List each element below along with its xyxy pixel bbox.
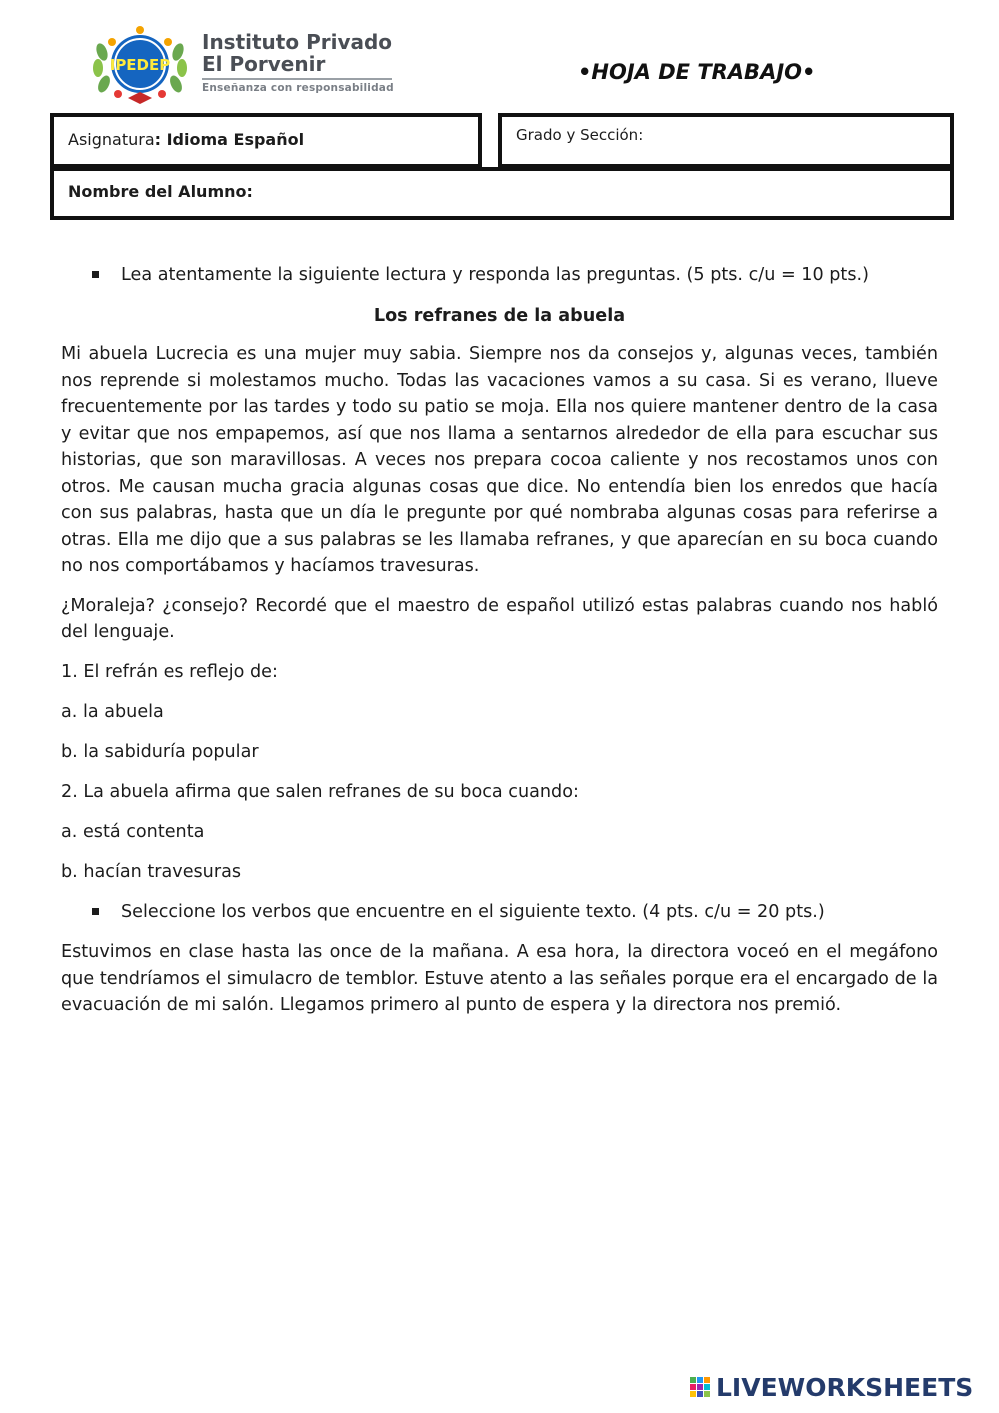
worksheet-content — [61, 262, 938, 1032]
question-1: 1. El refrán es reflejo de: — [61, 661, 278, 682]
emblem-initials: IPEDEP — [109, 56, 171, 74]
liveworksheets-logo-icon — [690, 1377, 712, 1401]
grade-section-box[interactable] — [498, 113, 954, 168]
grade-section-label: Grado y Sección: — [516, 126, 644, 144]
question-1-option-b[interactable]: b. la sabiduría popular — [61, 741, 259, 762]
liveworksheets-footer — [690, 1374, 990, 1404]
question-2-option-b[interactable]: b. hacían travesuras — [61, 861, 242, 882]
subject-value: : Idioma Español — [154, 130, 305, 149]
school-tagline: Enseñanza con responsabilidad — [202, 82, 394, 94]
school-emblem-icon — [88, 22, 192, 106]
student-name-label: Nombre del Alumno: — [68, 182, 253, 201]
reading-instruction — [61, 262, 938, 289]
subject-field — [68, 130, 304, 149]
logo-text-block — [202, 31, 402, 94]
question-2: 2. La abuela afirma que salen refranes de su boca cuando: — [61, 781, 579, 802]
question-1-option-a[interactable]: a. la abuela — [61, 701, 164, 722]
subject-label: Asignatura — [68, 130, 155, 149]
reading-paragraph-2: ¿Moraleja? ¿consejo? Recordé que el maestro de español utilizó estas palabras cuando nos habló del lenguaje. — [61, 595, 938, 642]
verbs-instruction-text: Seleccione los verbos que encuentre en el siguiente texto. (4 pts. c/u = 20 pts.) — [121, 901, 825, 922]
reading-title: Los refranes de la abuela — [373, 305, 626, 326]
question-2-option-a[interactable]: a. está contenta — [61, 821, 205, 842]
reading-paragraph-1: Mi abuela Lucrecia es una mujer muy sabia. Siempre nos da consejos y, algunas veces, también nos reprende si molestamos mucho. Todas las vacaciones vamos a su casa. Si es verano, llueve frecuentemente por las tardes y todo su patio se moja. Ella nos quiere mantener dentro de la casa y evitar que nos empapemos, así que nos llama a sentarnos alrededor de ella para escuchar sus historias, que son maravillosas. A veces nos prepara cocoa caliente y nos recostamos unos con otros. Me causan mucha gracia algunas cosas que dice. No entendía bien los enredos que hacía con sus palabras, hasta que un día le pregunte por qué nombraba algunas cosas para referirse a otras. Ella me dijo que a sus palabras se les llamaba refranes, y que aparecían en su boca cuando no nos comportábamos y hacíamos travesuras. — [61, 344, 938, 576]
verbs-instruction — [61, 899, 938, 926]
student-name-box[interactable] — [50, 167, 954, 220]
worksheet-title: •HOJA DE TRABAJO• — [578, 60, 816, 84]
bullet-square-icon — [92, 908, 99, 915]
school-name-line1: Instituto Privado — [202, 30, 393, 54]
bullet-square-icon — [92, 271, 99, 278]
school-name-line2: El Porvenir — [202, 52, 326, 76]
liveworksheets-brand[interactable]: LIVEWORKSHEETS — [716, 1373, 974, 1402]
reading-instruction-text: Lea atentamente la siguiente lectura y responda las preguntas. (5 pts. c/u = 10 pts.) — [121, 265, 869, 285]
logo-divider — [202, 78, 392, 80]
subject-box — [50, 113, 482, 168]
school-logo — [88, 22, 398, 106]
verbs-paragraph[interactable]: Estuvimos en clase hasta las once de la mañana. A esa hora, la directora voceó en el megáfono que tendríamos el simulacro de temblor. Estuve atento a las señales porque era el encargado de la evacuación de mi salón. Llegamos primero al punto de espera y la directora nos premió. — [61, 942, 938, 1015]
